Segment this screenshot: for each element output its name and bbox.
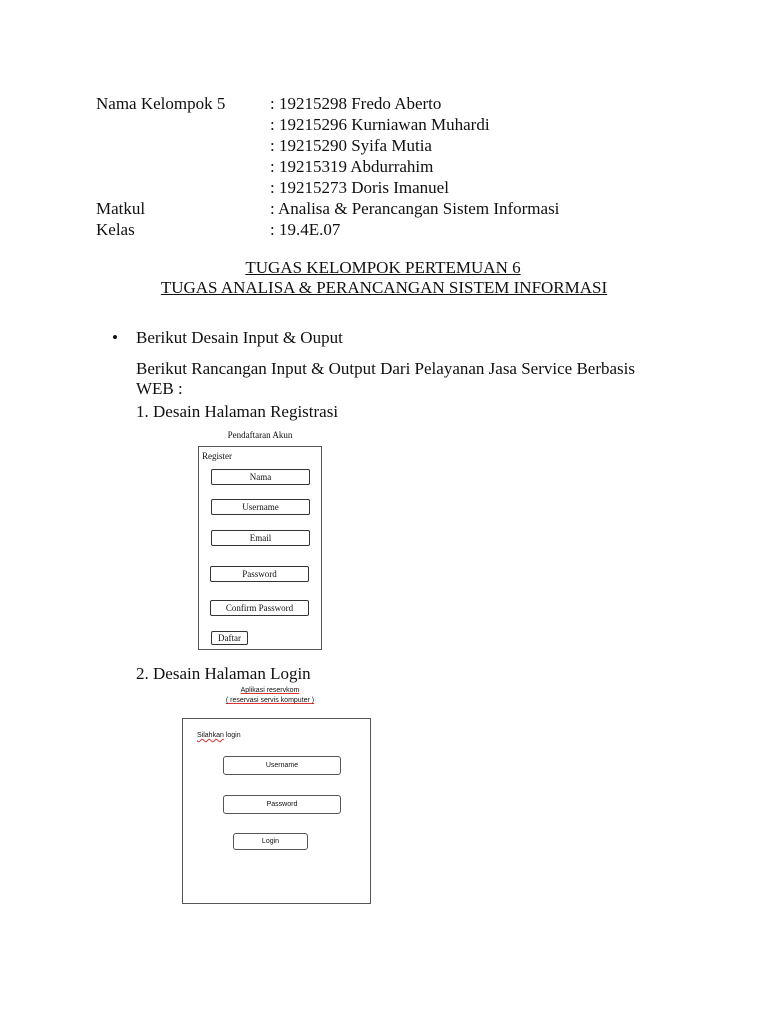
info-row-member [96, 156, 559, 177]
info-value: : 19.4E.07 [270, 220, 341, 239]
bullet-text: Berikut Desain Input & Ouput [136, 328, 343, 347]
bullet-icon: • [112, 328, 118, 347]
group-info-block [96, 93, 559, 240]
info-label: Kelas [96, 220, 135, 239]
info-value: : 19215296 Kurniawan Muhardi [270, 115, 490, 134]
login-caption-line-2: ( reservasi servis komputer ) [225, 697, 315, 704]
info-row-class [96, 219, 559, 240]
name-field[interactable]: Nama [211, 469, 310, 485]
login-caption-line-1: Aplikasi reservkom [240, 687, 300, 694]
confirm-password-field[interactable]: Confirm Password [210, 600, 309, 616]
section-heading-registration: 1. Desain Halaman Registrasi [136, 402, 339, 421]
info-label [96, 156, 270, 177]
bullet-item [112, 327, 343, 348]
registration-caption: Pendaftaran Akun [227, 430, 293, 440]
login-mockup [182, 718, 371, 904]
info-label [96, 135, 270, 156]
info-label: Nama Kelompok 5 [96, 94, 226, 113]
username-field[interactable]: Username [211, 499, 310, 515]
info-label [96, 114, 270, 135]
login-box-title [197, 731, 241, 740]
info-row-group [96, 93, 559, 114]
login-password-field[interactable]: Password [223, 795, 341, 814]
info-value: : 19215273 Doris Imanuel [270, 178, 449, 197]
document-title [0, 258, 768, 298]
registration-box-title: Register [202, 451, 232, 461]
section-heading-login: 2. Desain Halaman Login [136, 664, 311, 683]
login-username-field[interactable]: Username [223, 756, 341, 775]
info-value: : 19215290 Syifa Mutia [270, 136, 432, 155]
registration-mockup [198, 446, 322, 650]
info-row-course [96, 198, 559, 219]
login-caption [200, 686, 340, 706]
login-button[interactable]: Login [233, 833, 308, 850]
info-row-member [96, 114, 559, 135]
info-label [96, 177, 270, 198]
login-title-word-2: login [223, 732, 241, 739]
info-label: Matkul [96, 199, 146, 218]
title-line-2: TUGAS ANALISA & PERANCANGAN SISTEM INFORMASI [160, 278, 608, 297]
password-field[interactable]: Password [210, 566, 309, 582]
title-line-1: TUGAS KELOMPOK PERTEMUAN 6 [245, 258, 521, 277]
login-title-word-1: Silahkan [197, 732, 224, 739]
register-button[interactable]: Daftar [211, 631, 248, 645]
info-row-member [96, 135, 559, 156]
info-value: : Analisa & Perancangan Sistem Informasi [270, 199, 560, 218]
intro-paragraph: Berikut Rancangan Input & Output Dari Pelayanan Jasa Service Berbasis WEB : [136, 359, 636, 398]
info-value: : 19215319 Abdurrahim [270, 157, 434, 176]
email-field[interactable]: Email [211, 530, 310, 546]
info-row-member [96, 177, 559, 198]
info-value: : 19215298 Fredo Aberto [270, 94, 442, 113]
